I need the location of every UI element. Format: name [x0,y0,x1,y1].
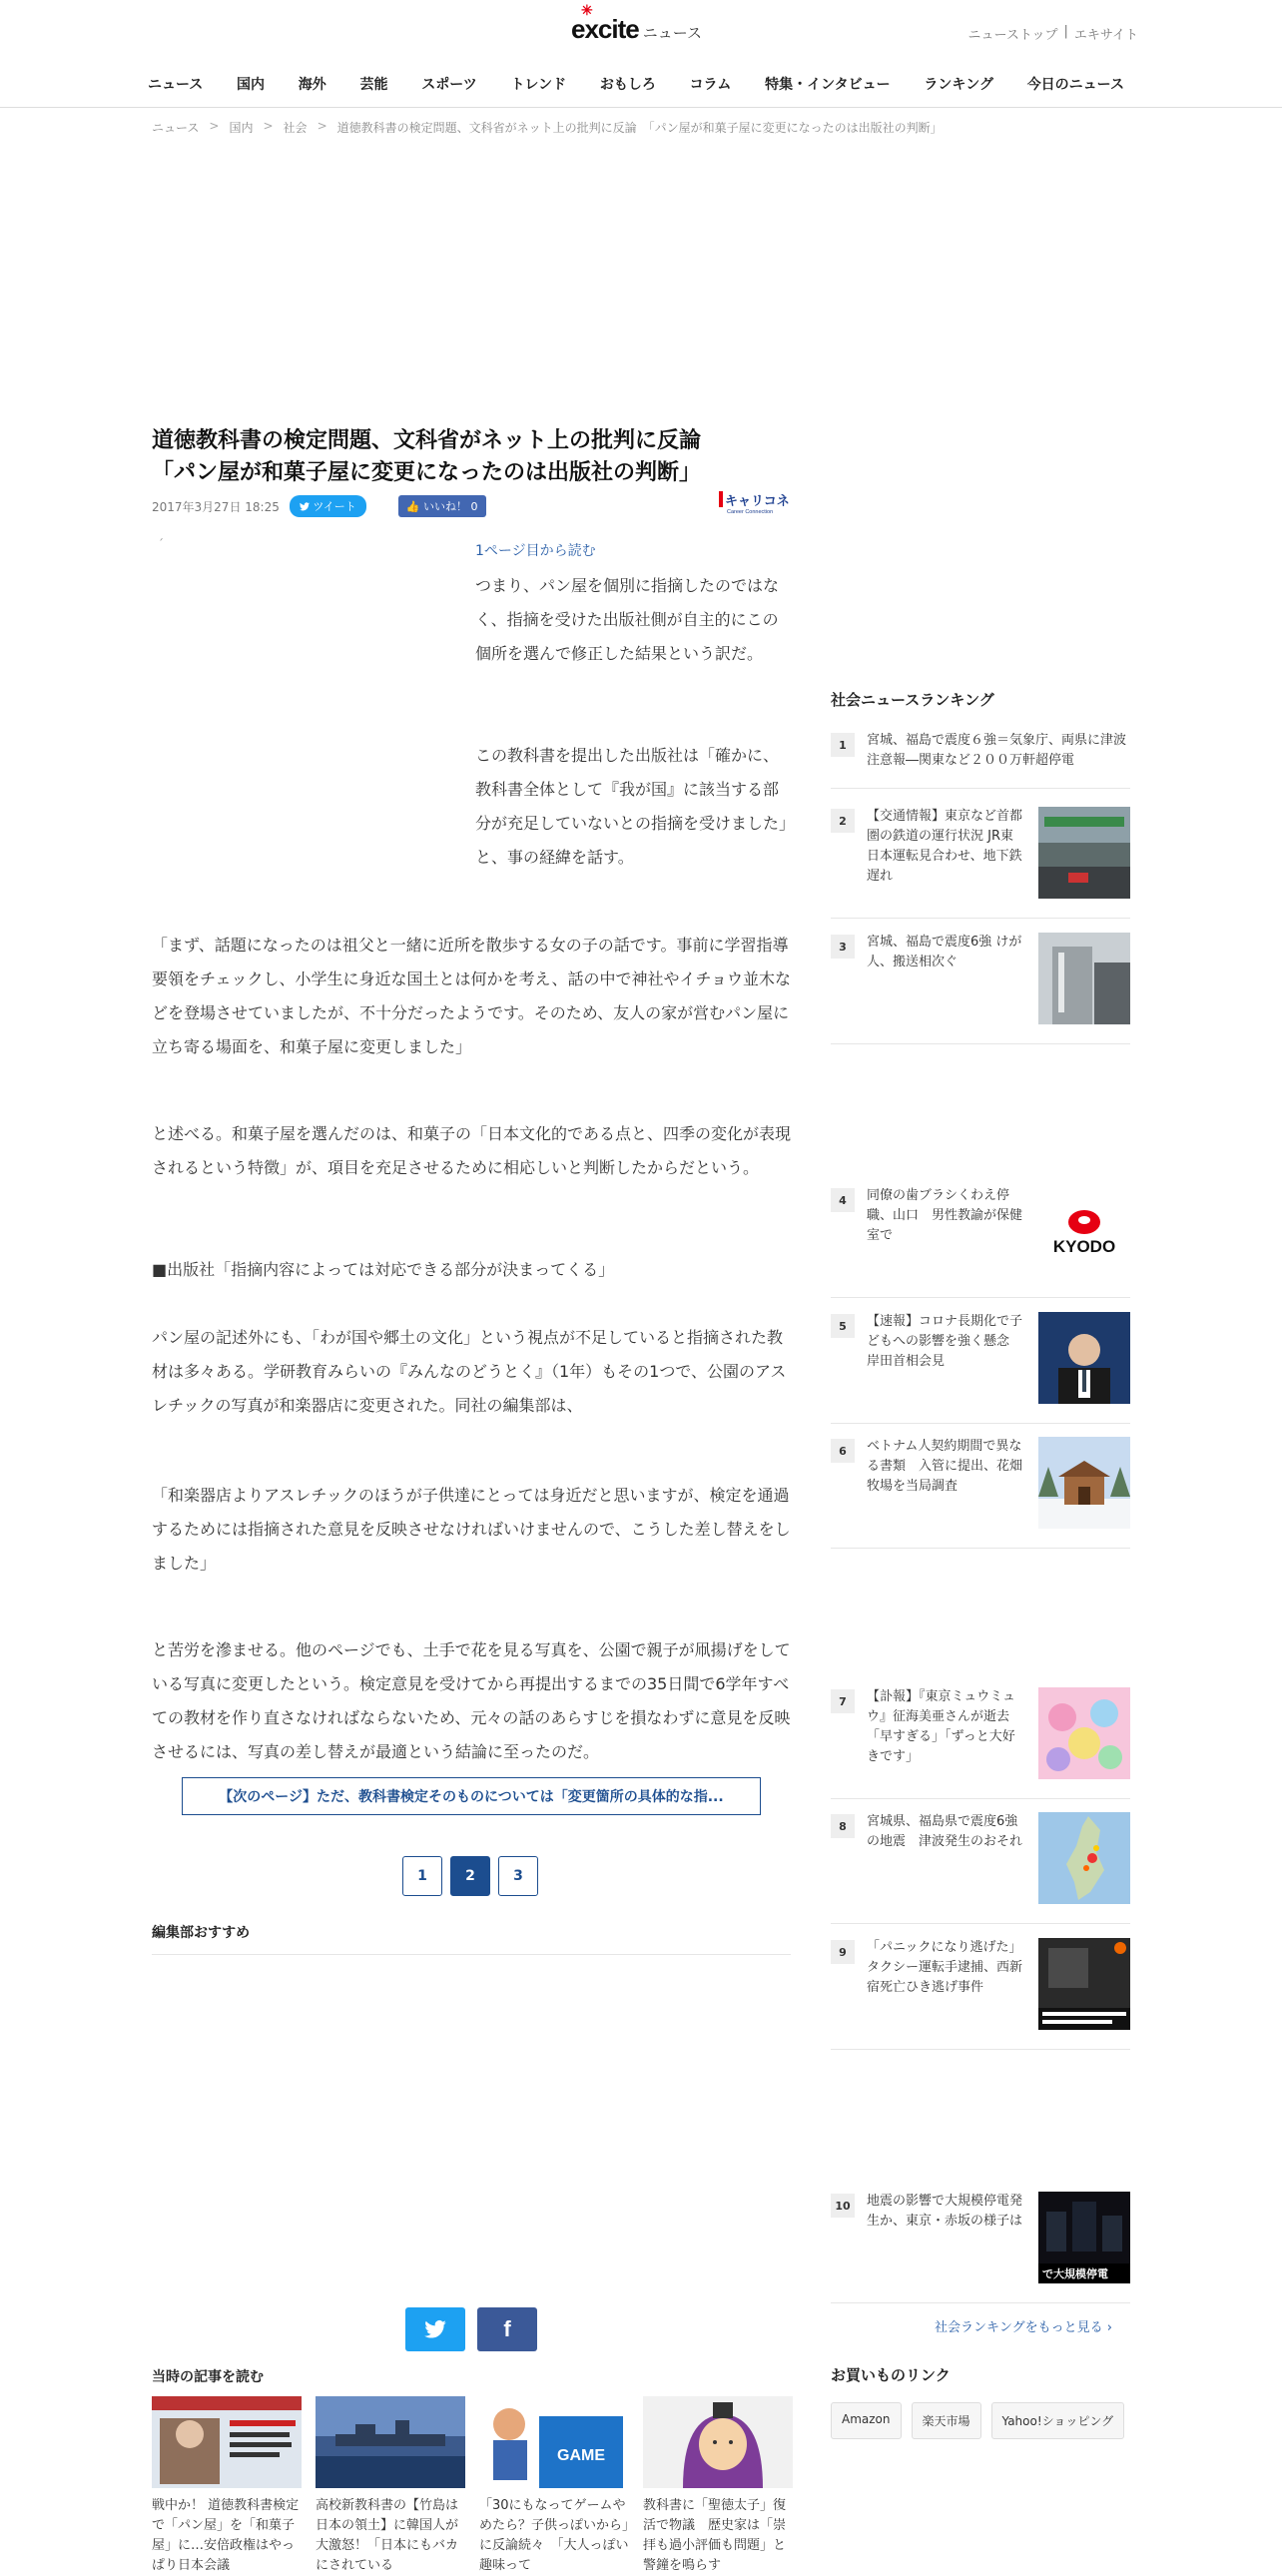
shopping-links-heading: お買いものリンク [831,2366,951,2384]
editor-recommend-heading: 編集部おすすめ [152,1922,791,1955]
ranking-item[interactable] [831,2192,1130,2303]
nav-ranking[interactable]: ランキング [924,77,993,93]
nav-entertainment[interactable]: 芸能 [359,77,388,93]
past-article-card[interactable] [316,2396,465,2576]
news-top-link[interactable]: ニューストップ [967,28,1058,43]
rank-title: 【速報】コロナ長期化で子どもへの影響を強く懸念 岸田首相会見 [867,1314,1023,1369]
kyodo-logo [1038,1186,1130,1278]
logo-burst-icon: ✳ [581,2,592,18]
past-article-card[interactable] [479,2396,629,2576]
excite-news-logo[interactable] [571,2,702,45]
article-title [152,425,791,489]
past-article-title: 教科書に「聖徳太子」復活で物議 歴史家は「崇拝も過小評価も問題」と警鐘を鳴らす [643,2498,787,2573]
past-article-title: 「30にもなってゲームやめたら？子供っぽいから」に反論続々 「大人っぽい趣味って [479,2498,629,2573]
rank-title: 宮城県、福島県で震度6強の地震 津波発生のおそれ [867,1814,1023,1849]
rank-number: 6 [831,1439,855,1463]
article-meta [152,495,486,517]
twitter-icon [424,2320,446,2338]
social-ranking-heading: 社会ニュースランキング [831,691,994,709]
svg-text:KYODO: KYODO [1052,1237,1116,1256]
title-line-2: 「パン屋が和菓子屋に変更になったのは出版社の判断」 [152,459,702,485]
shopping-links [831,2402,1124,2439]
source-logo-sub: Career Connection [727,509,774,515]
career-connection-logo[interactable] [719,491,791,515]
ranking-item[interactable] [831,1938,1130,2050]
past-article-card[interactable] [152,2396,302,2576]
twitter-bird-icon [300,502,310,511]
past-article-thumbnail [643,2396,793,2488]
rank-thumbnail [1038,933,1130,1024]
more-ranking-link[interactable] [935,2316,1112,2335]
tweet-button[interactable] [290,495,366,517]
rank-title: 宮城、福島で震度６強＝気象庁、両県に津波注意報―関東など２００万軒超停電 [867,733,1127,768]
paragraph-3: 「まず、話題になったのは祖父と一緒に近所を散歩する女の子の話です。事前に学習指導要領をチェックし、小学生に身近な国土とは何かを考え、話の中で神社やイチョウ並木などを登場させていましたが、不十分だったようです。そのため、友人の家が営むパン屋に立ち寄る場面を、和菓子屋に変更しました」 [152,936,792,1056]
facebook-icon: f [503,2316,511,2341]
excite-logo-mark: ✳ excite [571,2,639,44]
rank-title: 地震の影響で大規模停電発生か、東京・赤坂の様子は [867,2194,1023,2229]
rank-thumbnail [1038,1312,1130,1404]
past-articles-list [152,2396,793,2576]
past-article-thumbnail [152,2396,302,2488]
nav-today[interactable]: 今日のニュース [1026,77,1124,93]
rank-title: 宮城、福島で震度6強 けが人、搬送相次ぐ [867,935,1022,969]
ranking-item[interactable] [831,1437,1130,1549]
svg-text:で大規模停電: で大規模停電 [1042,2267,1108,2280]
rank-number: 8 [831,1814,855,1838]
rank-number: 1 [831,733,855,757]
next-page-button[interactable]: 【次のページ】ただ、教科書検定そのものについては「変更箇所の具体的な指... [182,1777,761,1815]
facebook-share-button[interactable] [477,2307,537,2351]
article-date: 2017年3月27日 18:25 [152,499,280,514]
ranking-item[interactable] [831,1312,1130,1424]
svg-text:GAME: GAME [557,2447,605,2464]
rank-thumbnail [1038,1687,1130,1779]
rank-thumbnail [1038,1437,1130,1529]
rakuten-link[interactable]: 楽天市場 [912,2402,981,2439]
nav-features[interactable]: 特集・インタビュー [765,77,891,93]
nav-news[interactable]: ニュース [148,77,204,93]
rank-number: 9 [831,1940,855,1964]
paragraph-8: と苦労を滲ませる。他のページでも、土手で花を見る写真を、公園で親子が凧揚げをしている写真に変更したという。検定意見を受けてから再提出するまでの35日間で6学年すべての教材を作り直さなければならないため、元々の話のあらすじを損なわずに意見を反映させるには、写真の差し替えが最適という結論に至ったのだ。 [152,1640,791,1761]
twitter-share-button[interactable] [405,2307,465,2351]
past-article-title: 高校新教科書の【竹島は日本の領土】に韓国人が大激怒！「日本にもバカにされている [316,2498,459,2573]
past-article-card[interactable] [643,2396,793,2576]
paragraph-7: 「和楽器店よりアスレチックのほうが子供達にとっては身近だと思いますが、検定を通過するためには指摘された意見を反映させなければいけませんので、こうした差し替えをしました」 [152,1486,791,1573]
past-articles-heading: 当時の記事を読む [152,2369,264,2385]
rank-number: 10 [831,2194,855,2218]
main-nav [142,72,1130,96]
breadcrumb-society[interactable]: 社会 [283,121,308,135]
page-2-button[interactable]: 2 [450,1856,490,1896]
ranking-item[interactable] [831,1687,1130,1799]
nav-sports[interactable]: スポーツ [421,77,477,93]
breadcrumb-sep: > [317,119,327,133]
breadcrumb-domestic[interactable]: 国内 [229,121,254,135]
breadcrumb-current: 道徳教科書の検定問題、文科省がネット上の批判に反論 「パン屋が和菓子屋に変更になったのは出版社の判断」 [336,121,943,135]
past-article-thumbnail [316,2396,465,2488]
read-from-page1-link[interactable]: 1ページ目から読む [475,543,596,559]
share-buttons [405,2307,537,2351]
thumbs-up-icon: 👍 [405,500,420,513]
paragraph-4: と述べる。和菓子屋を選んだのは、和菓子の「日本文化的である点と、四季の変化が表現されるという特徴」が、項目を充足させるために相応しいと判断したからだという。 [152,1124,792,1177]
breadcrumb [152,119,943,136]
yahoo-shopping-link[interactable]: Yahoo!ショッピング [991,2402,1125,2439]
rank-title: 【訃報】『東京ミュウミュウ』征海美亜さんが逝去 「早すぎる」「ずっと大好きです」 [867,1689,1023,1764]
breadcrumb-news[interactable]: ニュース [152,121,200,135]
rank-number: 3 [831,935,855,959]
rank-title: 【交通情報】東京など首都圏の鉄道の運行状況 JR東日本運転見合わせ、地下鉄遅れ [867,809,1023,884]
breadcrumb-sep: > [263,119,274,133]
chevron-right-icon: › [1106,2320,1112,2335]
nav-trend[interactable]: トレンド [510,77,567,93]
rank-thumbnail [1038,2192,1130,2283]
nav-overseas[interactable]: 海外 [298,77,326,93]
section-heading: ■出版社「指摘内容によっては対応できる部分が決まってくる」 [152,1260,615,1279]
ranking-item[interactable] [831,731,1130,789]
source-logo-text: キャリコネ [725,493,790,508]
nav-funny[interactable]: おもしろ [599,77,656,93]
ranking-item[interactable] [831,1812,1130,1924]
excite-site-link[interactable]: エキサイト [1073,28,1138,43]
amazon-link[interactable]: Amazon [831,2402,902,2439]
paragraph-6: パン屋の記述外にも、「わが国や郷土の文化」という視点が不足していると指摘された教材は多々ある。学研教育みらいの『みんなのどうとく』（1年）もその1つで、公園のアスレチックの写真が和楽器店に変更された。同社の編集部は、 [152,1328,787,1415]
rank-number: 7 [831,1689,855,1713]
rank-title: ベトナム人契約期間で異なる書類 入管に提出、花畑牧場を当局調査 [867,1439,1023,1494]
site-header [0,0,1282,108]
ranking-item[interactable] [831,1186,1130,1298]
nav-column[interactable]: コラム [689,77,732,93]
past-article-title: 戦中か！ 道徳教科書検定で「パン屋」を「和菓子屋」に…安倍政権はやっぱり日本会議 [152,2498,300,2573]
more-ranking-label: 社会ランキングをもっと見る [935,2320,1103,2335]
ranking-item[interactable] [831,807,1130,919]
rank-thumbnail [1038,1812,1130,1904]
page-1-button[interactable]: 1 [402,1856,442,1896]
rank-title: 同僚の歯ブラシくわえ停職、山口 男性教諭が保健室で [867,1188,1023,1243]
page-3-button[interactable]: 3 [498,1856,538,1896]
paragraph-1: つまり、パン屋を個別に指摘したのではなく、指摘を受けた出版社側が自主的にこの個所を選んで修正した結果という訳だ。 [475,576,780,663]
breadcrumb-sep: > [209,119,220,133]
pagination [402,1856,538,1896]
title-line-1: 道徳教科書の検定問題、文科省がネット上の批判に反論 [152,428,702,453]
article-image-placeholder: ´ [158,537,164,551]
header-links [968,24,1138,43]
like-label: いいね！ 0 [423,500,478,513]
rank-thumbnail [1038,807,1130,899]
rank-number: 4 [831,1188,855,1212]
logo-subtitle: ニュース [642,24,702,42]
rank-number: 2 [831,809,855,833]
rank-thumbnail [1038,1938,1130,2030]
ranking-item[interactable] [831,933,1130,1044]
paragraph-2: この教科書を提出した出版社は「確かに、教科書全体として『我が国』に該当する部分が充足していないとの指摘を受けました」と、事の経緯を話す。 [475,746,788,867]
past-article-thumbnail [479,2396,629,2488]
nav-domestic[interactable]: 国内 [237,77,266,93]
rank-number: 5 [831,1314,855,1338]
facebook-like-button[interactable] [398,495,486,517]
rank-title: 「パニックになり逃げた」タクシー運転手逮捕、西新宿死亡ひき逃げ事件 [867,1940,1023,1995]
header-link-separator: | [1063,24,1068,39]
tweet-label: ツイート [313,500,356,513]
